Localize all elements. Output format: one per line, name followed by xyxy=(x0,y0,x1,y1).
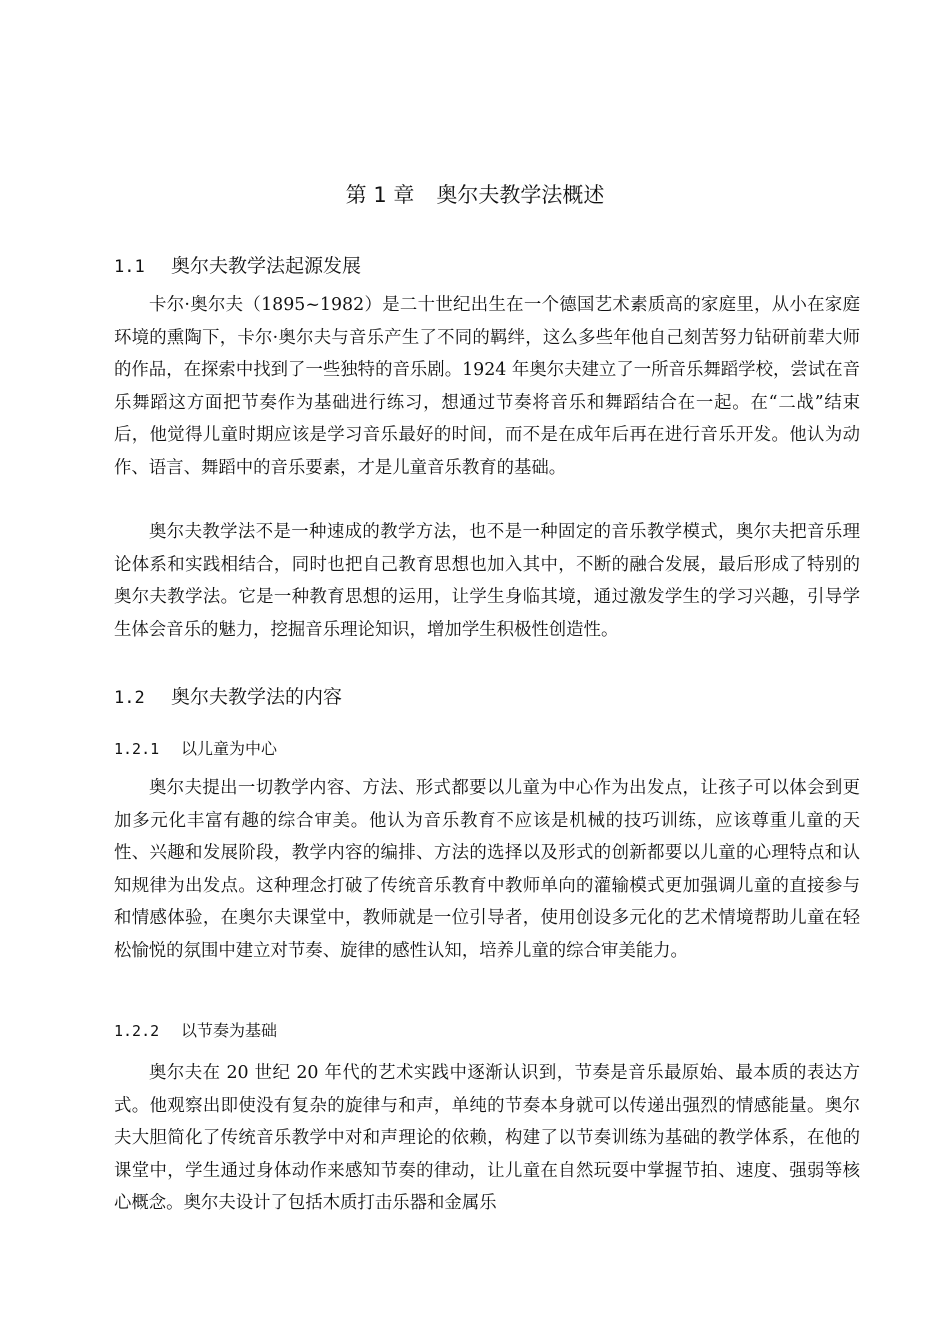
section-number: 1.2 xyxy=(114,688,145,708)
paragraph-child-centered: 奥尔夫提出一切教学内容、方法、形式都要以儿童为中心作为出发点，让孩子可以体会到更加多元化丰富有趣的综合审美。他认为音乐教育不应该是机械的技巧训练，应该尊重儿童的天性、兴趣和发展阶段，教学内容的编排、方法的选择以及形式的创新都要以儿童的心理特点和认知规律为出发点。这种理念打破了传统音乐教育中教师单向的灌输模式更加强调儿童的直接参与和情感体验，在奥尔夫课堂中，教师就是一位引导者，使用创设多元化的艺术情境帮助儿童在轻松愉悦的氛围中建立对节奏、旋律的感性认知，培养儿童的综合审美能力。 xyxy=(114,778,860,961)
paragraph-rhythm-basis: 奥尔夫在 20 世纪 20 年代的艺术实践中逐渐认识到，节奏是音乐最原始、最本质的表达方式。他观察出即使没有复杂的旋律与和声，单纯的节奏本身就可以传递出强烈的情感能量。奥尔夫大胆简化了传统音乐教学中对和声理论的依赖，构建了以节奏训练为基础的教学体系，在他的课堂中，学生通过身体动作来感知节奏的律动，让儿童在自然玩耍中掌握节拍、速度、强弱等核心概念。奥尔夫设计了包括木质打击乐器和金属乐 xyxy=(114,1063,860,1213)
subsection-heading-1-2-1 xyxy=(114,737,277,761)
paragraph-origin-1: 卡尔·奥尔夫（1895~1982）是二十世纪出生在一个德国艺术素质高的家庭里，从小在家庭环境的熏陶下，卡尔·奥尔夫与音乐产生了不同的羁绊，这么多些年他自己刻苦努力钻研前辈大师的作品，在探索中找到了一些独特的音乐剧。1924 年奥尔夫建立了一所音乐舞蹈学校，尝试在音乐舞蹈这方面把节奏作为基础进行练习，想通过节奏将音乐和舞蹈结合在一起。在“二战”结束后，他觉得儿童时期应该是学习音乐最好的时间，而不是在成年后再在进行音乐开发。他认为动作、语言、舞蹈中的音乐要素，才是儿童音乐教育的基础。 xyxy=(114,295,860,478)
subsection-number: 1.2.2 xyxy=(114,1022,160,1040)
section-title: 奥尔夫教学法的内容 xyxy=(171,686,343,708)
chapter-title xyxy=(0,180,950,210)
subsection-title: 以节奏为基础 xyxy=(181,1021,278,1040)
chapter-number: 第 1 章 xyxy=(345,183,415,207)
section-heading-1-1 xyxy=(114,252,361,281)
paragraph-origin-2: 奥尔夫教学法不是一种速成的教学方法，也不是一种固定的音乐教学模式，奥尔夫把音乐理论体系和实践相结合，同时也把自己教育思想也加入其中，不断的融合发展，最后形成了特别的奥尔夫教学法。它是一种教育思想的运用，让学生身临其境，通过激发学生的学习兴趣，引导学生体会音乐的魅力，挖掘音乐理论知识，增加学生积极性创造性。 xyxy=(114,522,860,640)
chapter-title-text: 奥尔夫教学法概述 xyxy=(436,183,605,207)
section-title: 奥尔夫教学法起源发展 xyxy=(171,255,362,277)
subsection-title: 以儿童为中心 xyxy=(181,739,278,758)
section-heading-1-2 xyxy=(114,683,342,712)
subsection-heading-1-2-2 xyxy=(114,1019,277,1043)
section-number: 1.1 xyxy=(114,257,145,277)
subsection-number: 1.2.1 xyxy=(114,740,160,758)
